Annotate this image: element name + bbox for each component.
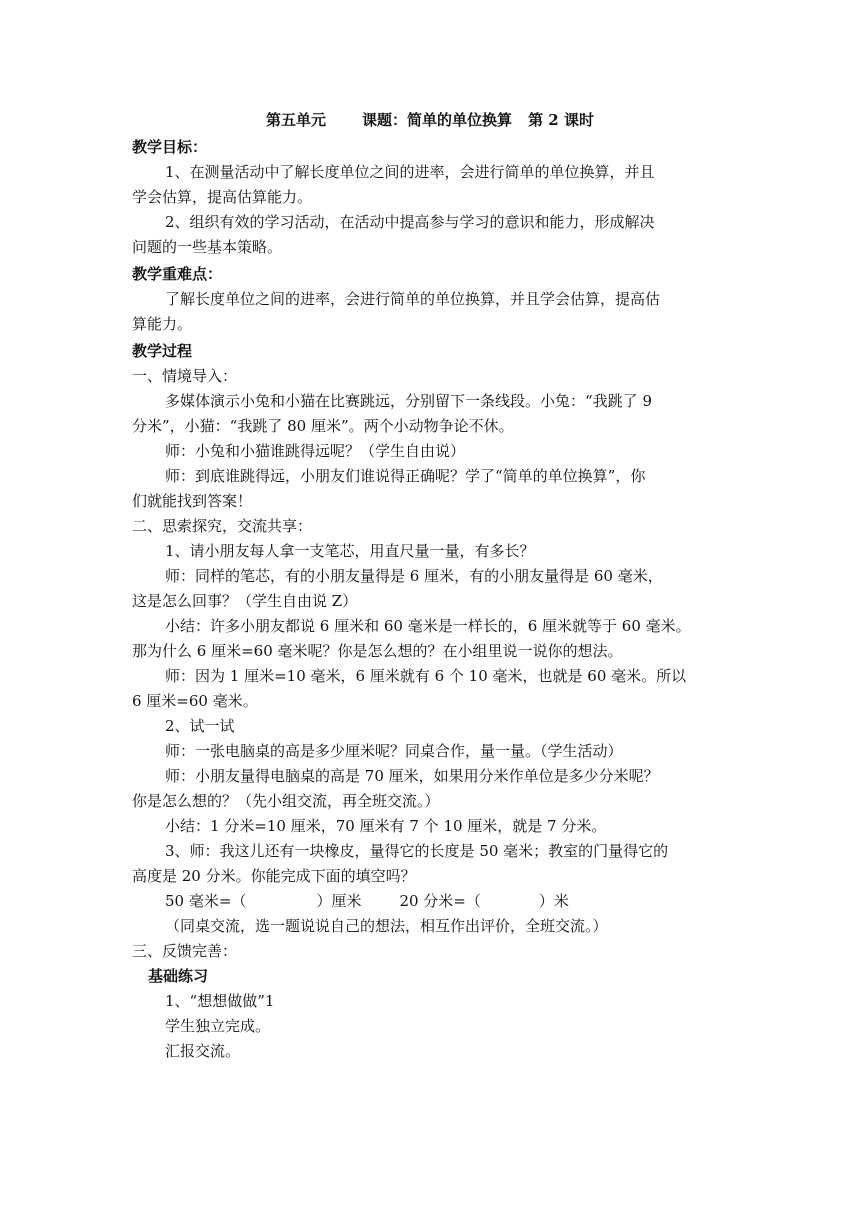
paragraph-line: 3、师：我这儿还有一块橡皮，量得它的长度是 50 毫米；教室的门量得它的 [165, 842, 669, 860]
paragraph-line: 师：同样的笔芯，有的小朋友量得是 6 厘米，有的小朋友量得是 60 毫米， [165, 567, 663, 585]
basic-practice-heading: 基础练习 [148, 967, 209, 985]
fill-blank-2-suffix: ）米 [538, 892, 569, 910]
paragraph-line: 多媒体演示小兔和小猫在比赛跳远，分别留下一条线段。小兔：“我跳了 9 [165, 392, 652, 410]
lesson-label: 第 2 课时 [528, 111, 594, 129]
section-heading: 一、情境导入： [132, 367, 238, 385]
paragraph-line: 算能力。 [132, 315, 193, 333]
process-heading: 教学过程 [132, 342, 193, 360]
paragraph-line: 分米”，小猫：“我跳了 80 厘米”。两个小动物争论不休。 [132, 417, 514, 435]
fill-blank-2-prefix: 20 分米=（ [399, 892, 481, 910]
fill-in-blanks [165, 891, 569, 911]
paragraph-line: 师：到底谁跳得远，小朋友们谁说得正确呢？学了“简单的单位换算”，你 [165, 467, 646, 485]
paragraph-line: 1、在测量活动中了解长度单位之间的进率，会进行简单的单位换算，并且 [165, 163, 655, 181]
paragraph-line: 你是怎么想的？（先小组交流，再全班交流。） [132, 792, 440, 810]
paragraph-line: 1、请小朋友每人拿一支笔芯，用直尺量一量，有多长？ [165, 542, 535, 560]
paragraph-line: 2、组织有效的学习活动，在活动中提高参与学习的意识和能力，形成解决 [165, 213, 655, 231]
section-heading: 二、思索探究，交流共享： [132, 517, 313, 535]
paragraph-line: 6 厘米=60 毫米。 [132, 692, 258, 710]
paragraph-line: 高度是 20 分米。你能完成下面的填空吗？ [132, 867, 416, 885]
unit-label: 第五单元 [266, 111, 327, 129]
fill-blank-1-suffix: ）厘米 [316, 892, 362, 910]
fill-blank-1-prefix: 50 毫米=（ [165, 892, 247, 910]
goals-heading: 教学目标： [132, 138, 208, 156]
paragraph-line: 师：小兔和小猫谁跳得远呢？（学生自由说） [165, 442, 466, 460]
paragraph-line: 们就能找到答案！ [132, 492, 253, 510]
paragraph-line: 师：小朋友量得电脑桌的高是 70 厘米，如果用分米作单位是多少分米呢？ [165, 767, 659, 785]
paragraph-line: 那为什么 6 厘米=60 毫米呢？你是怎么想的？在小组里说一说你的想法。 [132, 642, 623, 660]
paragraph-line: 汇报交流。 [165, 1042, 241, 1060]
paragraph-line: 2、试一试 [165, 717, 235, 735]
paragraph-line: 师：一张电脑桌的高是多少厘米呢？同桌合作，量一量。（学生活动） [165, 742, 623, 760]
paragraph-line: 了解长度单位之间的进率，会进行简单的单位换算，并且学会估算，提高估 [165, 290, 661, 308]
paragraph-line: 学生独立完成。 [165, 1017, 271, 1035]
paragraph-line: 这是怎么回事？（学生自由说 Z） [132, 592, 358, 610]
paragraph-line: 小结：1 分米=10 厘米，70 厘米有 7 个 10 厘米，就是 7 分米。 [165, 817, 607, 835]
paragraph-line: 师：因为 1 厘米=10 毫米，6 厘米就有 6 个 10 毫米，也就是 60 毫米。所以 [165, 667, 687, 685]
paragraph-line: 问题的一些基本策略。 [132, 238, 283, 256]
paragraph-line: （同桌交流，选一题说说自己的想法，相互作出评价，全班交流。） [165, 917, 608, 935]
paragraph-line: 小结：许多小朋友都说 6 厘米和 60 毫米是一样长的，6 厘米就等于 60 毫米。 [165, 617, 691, 635]
key-points-heading: 教学重难点： [132, 265, 223, 283]
section-heading: 三、反馈完善： [132, 942, 238, 960]
paragraph-line: 1、“想想做做”1 [165, 992, 275, 1010]
topic-label: 课题：简单的单位换算 [362, 111, 513, 129]
paragraph-line: 学会估算，提高估算能力。 [132, 188, 313, 206]
document-title [0, 110, 860, 130]
